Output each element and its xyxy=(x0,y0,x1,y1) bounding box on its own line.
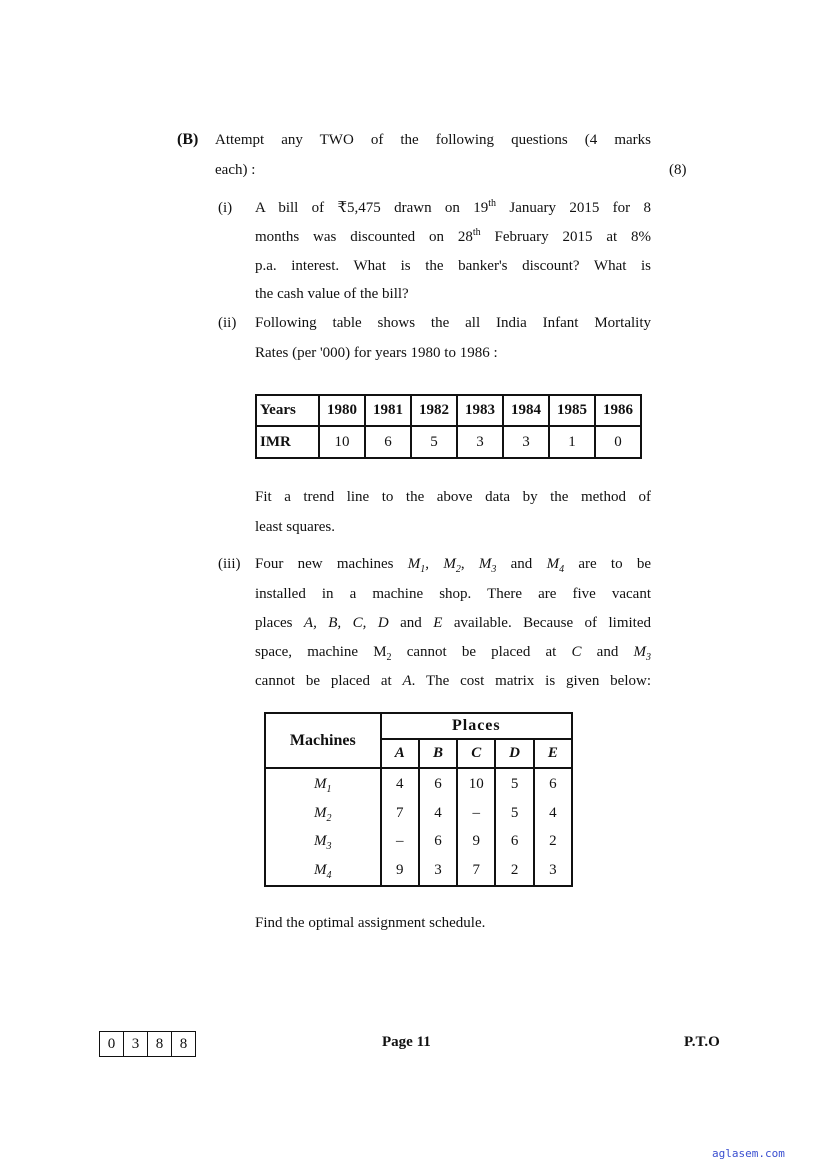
sub: 1 xyxy=(326,783,332,795)
machine-label xyxy=(265,827,381,855)
text: cannot be placed at xyxy=(391,644,572,660)
text: C xyxy=(571,644,582,660)
year-header: 1985 xyxy=(549,395,595,426)
cost-cell: 6 xyxy=(419,827,457,855)
q3-line: installed in a machine shop. There are five vacant xyxy=(255,586,651,602)
text: . The cost matrix is given below: xyxy=(411,673,651,689)
sub: 4 xyxy=(326,869,332,881)
q1-line xyxy=(255,227,651,247)
place-header: B xyxy=(419,739,457,768)
q2-number: (ii) xyxy=(218,315,237,331)
year-header: 1986 xyxy=(595,395,641,426)
imr-cell: 5 xyxy=(411,426,457,458)
table-row xyxy=(265,799,572,827)
paper-code-boxes xyxy=(99,1031,196,1057)
cost-cell: 6 xyxy=(495,827,533,855)
q3-line xyxy=(255,613,651,633)
pto-label: P.T.O xyxy=(684,1034,720,1050)
imr-label: IMR xyxy=(256,426,319,458)
q3-line: Four new machines $M_1$, $M_2$, $M_3$ and $M_4$ are to be xyxy=(255,556,652,575)
cost-cell: 2 xyxy=(495,855,533,886)
cost-cell: 4 xyxy=(381,768,419,799)
imr-cell: 1 xyxy=(549,426,595,458)
year-header: 1983 xyxy=(457,395,503,426)
sub: 2 xyxy=(455,564,461,575)
text: and xyxy=(496,556,547,572)
section-label: (B) xyxy=(177,131,199,148)
sub: 2 xyxy=(386,652,392,663)
years-label: Years xyxy=(256,395,319,426)
cost-cell: 10 xyxy=(457,768,495,799)
place-header: D xyxy=(495,739,533,768)
q2-line: Fit a trend line to the above data by the method of xyxy=(255,489,651,505)
table-row xyxy=(265,768,572,799)
imr-cell: 3 xyxy=(503,426,549,458)
q2-line: least squares. xyxy=(255,519,335,535)
cost-cell: 7 xyxy=(381,799,419,827)
cost-cell: 4 xyxy=(419,799,457,827)
text: cannot be placed at xyxy=(255,673,403,689)
sub: 2 xyxy=(326,812,332,824)
cost-cell: 3 xyxy=(534,855,572,886)
text: M xyxy=(314,775,327,792)
places-header: Places xyxy=(381,713,572,739)
imr-cell: 10 xyxy=(319,426,365,458)
machines-header: Machines xyxy=(265,713,381,768)
sub: 3 xyxy=(646,652,651,663)
text: M xyxy=(314,861,327,878)
table-row xyxy=(265,855,572,886)
text: available. Because of limited xyxy=(442,615,651,631)
sub: 3 xyxy=(491,564,497,575)
section-marks: (8) xyxy=(669,162,687,178)
text: and xyxy=(388,615,434,631)
cost-cell: – xyxy=(381,827,419,855)
q1-line: the cash value of the bill? xyxy=(255,286,409,302)
sub: 1 xyxy=(420,564,426,575)
q1-line xyxy=(255,198,651,218)
place-header: C xyxy=(457,739,495,768)
text: M xyxy=(314,804,327,821)
text: A xyxy=(402,673,412,689)
year-header: 1984 xyxy=(503,395,549,426)
text: A bill of ₹5,475 drawn on 19 xyxy=(255,200,489,216)
machine-label xyxy=(265,768,381,799)
cost-cell: 9 xyxy=(457,827,495,855)
machine-label xyxy=(265,799,381,827)
q1-number: (i) xyxy=(218,200,233,216)
q3-number: (iii) xyxy=(218,556,241,572)
cost-cell: 4 xyxy=(534,799,572,827)
page-number: Page 11 xyxy=(382,1034,431,1050)
sup: th xyxy=(488,198,497,209)
text: E xyxy=(433,615,443,631)
sub: 3 xyxy=(326,840,332,852)
q2-line: Following table shows the all India Infant Mortality xyxy=(255,315,651,331)
code-digit: 8 xyxy=(179,1035,188,1052)
table-row xyxy=(265,827,572,855)
cost-cell: 7 xyxy=(457,855,495,886)
year-header: 1982 xyxy=(411,395,457,426)
q3-line: space, machine $M_2$ cannot be placed at C and $M_3$ xyxy=(255,644,651,663)
text: months was discounted on 28 xyxy=(255,229,473,245)
place-header: E xyxy=(534,739,572,768)
imr-cell: 3 xyxy=(457,426,503,458)
cost-cell: – xyxy=(457,799,495,827)
sup: th xyxy=(472,227,481,238)
cost-cell: 2 xyxy=(534,827,572,855)
imr-table xyxy=(255,394,642,459)
place-header: A xyxy=(381,739,419,768)
text: Four new machines xyxy=(255,556,408,572)
cost-cell: 5 xyxy=(495,799,533,827)
cost-cell: 9 xyxy=(381,855,419,886)
sub: 4 xyxy=(559,564,565,575)
q3-final: Find the optimal assignment schedule. xyxy=(255,915,486,931)
cost-cell: 6 xyxy=(534,768,572,799)
q1-line: p.a. interest. What is the banker's discount? What is xyxy=(255,258,651,274)
machine-label xyxy=(265,855,381,886)
code-digit: 8 xyxy=(148,1032,172,1056)
cost-cell: 6 xyxy=(419,768,457,799)
section-instruction-cont: each) : xyxy=(215,162,256,178)
cost-cell: 3 xyxy=(419,855,457,886)
cost-matrix-table xyxy=(264,712,573,887)
imr-cell: 6 xyxy=(365,426,411,458)
text: places xyxy=(255,615,304,631)
q3-line xyxy=(255,671,651,691)
year-header: 1980 xyxy=(319,395,365,426)
section-instruction: Attempt any TWO of the following questions (4 marks xyxy=(215,132,651,148)
code-digit: 3 xyxy=(124,1032,148,1056)
text: A, B, C, D xyxy=(303,615,389,631)
text: M xyxy=(314,832,327,849)
q2-line: Rates (per '000) for years 1980 to 1986 : xyxy=(255,345,498,361)
cost-cell: 5 xyxy=(495,768,533,799)
imr-cell: 0 xyxy=(595,426,641,458)
text: space, machine M xyxy=(255,644,387,660)
text: and xyxy=(581,644,634,660)
code-digit: 0 xyxy=(100,1032,124,1056)
text: are to be xyxy=(564,556,652,572)
text: February 2015 at 8% xyxy=(480,229,651,245)
year-header: 1981 xyxy=(365,395,411,426)
text: January 2015 for 8 xyxy=(496,200,652,216)
watermark: aglasem.com xyxy=(712,1147,785,1160)
